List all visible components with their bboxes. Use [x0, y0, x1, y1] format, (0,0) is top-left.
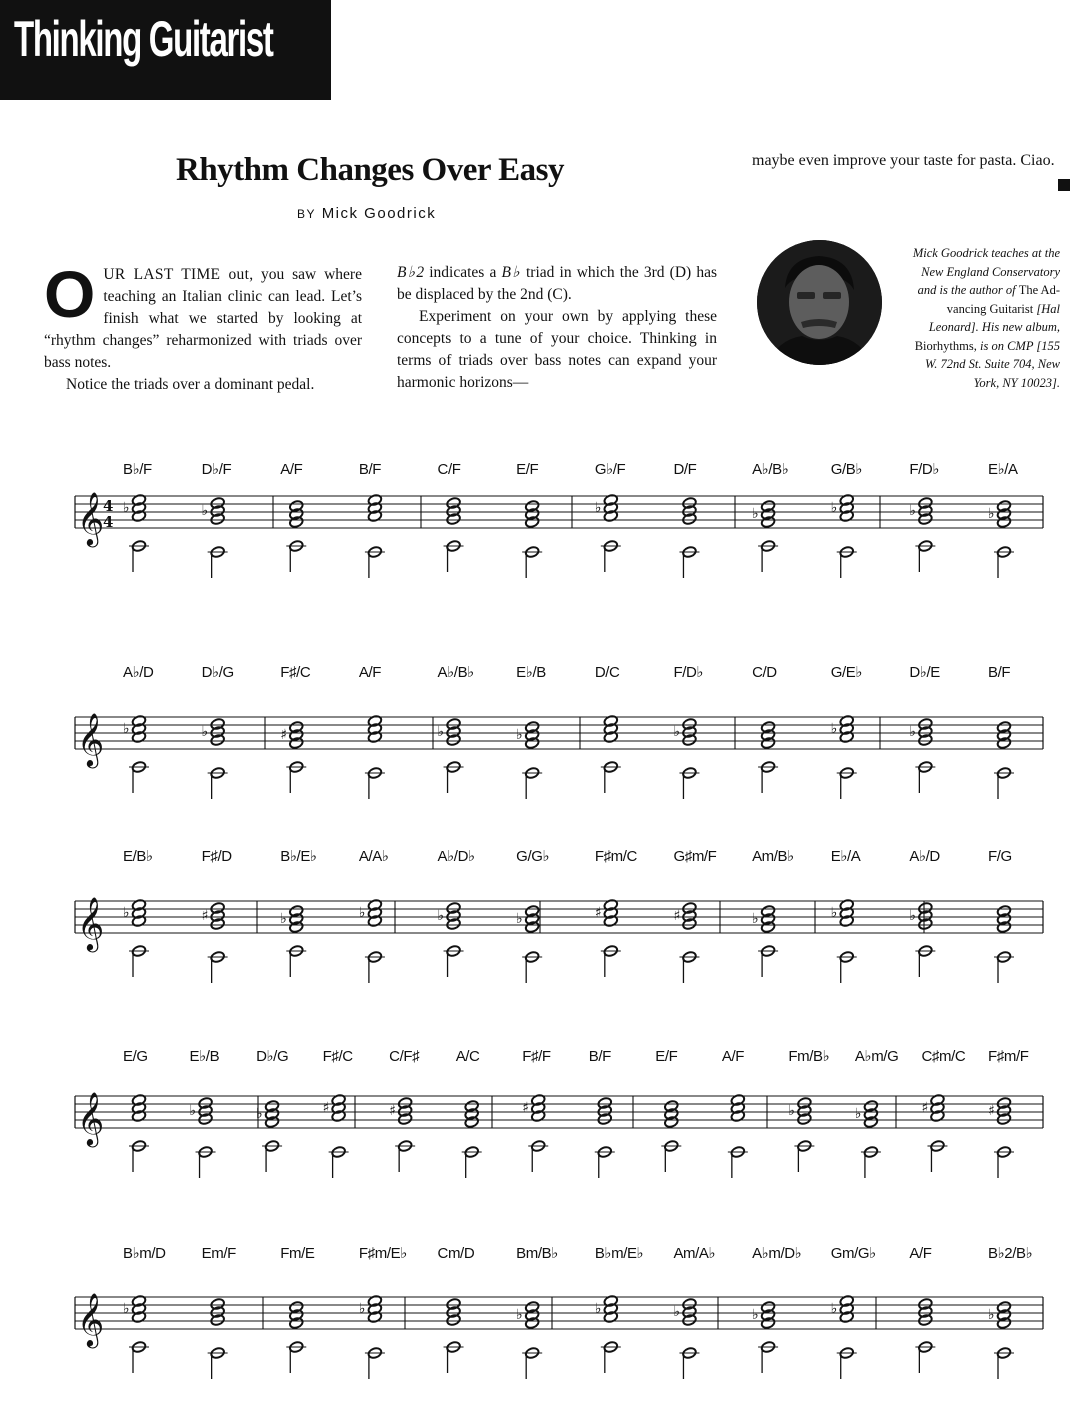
accidental-icon: ♭ [123, 1301, 130, 1317]
staff-system [75, 1245, 1043, 1379]
accidental-icon: ♭ [437, 724, 445, 740]
accidental-icon: ♭ [358, 905, 366, 921]
chord-label: G♯m/F [673, 848, 717, 865]
accidental-icon: ♭ [673, 1304, 681, 1320]
chord-label: A♭m/D♭ [752, 1245, 802, 1262]
accidental-icon: ♭ [988, 506, 995, 522]
paragraph-1-text: , you saw where teaching an Italian clinic can lead. Let’s finish what we started by looking at “rhythm changes” reharmonized with triads over bass notes. [44, 266, 362, 371]
bio-book-title: vancing Guitarist [946, 301, 1034, 316]
chord-label: A♭/D [909, 848, 940, 865]
accidental-icon: ♭ [201, 503, 209, 519]
treble-clef-icon: 𝄞 [77, 712, 105, 766]
byline-prefix: BY [297, 207, 317, 221]
author-name: Mick Goodrick [321, 205, 437, 222]
accidental-icon: ♯ [988, 1103, 995, 1119]
accidental-icon: ♭ [123, 905, 130, 921]
accidental-icon: ♭ [673, 724, 681, 740]
author-bio [880, 244, 1060, 392]
article-column-2 [397, 262, 717, 394]
accidental-icon: ♭ [752, 911, 759, 927]
chord-label: E/B♭ [123, 848, 153, 865]
chord-label: A♭/D♭ [437, 848, 475, 865]
chord-label: A♭/B♭ [752, 461, 789, 478]
paragraph-5-text: maybe even improve your taste for pasta. Ciao. [752, 152, 1055, 169]
chord-label: D♭/F [201, 461, 232, 478]
bio-line [880, 281, 1060, 300]
chord-label: Em/F [201, 1245, 236, 1262]
chord-label: A♭/D [123, 664, 154, 681]
author-photo [757, 240, 882, 365]
chord-label: E/G [123, 1048, 148, 1065]
header-banner [0, 0, 331, 100]
accidental-icon: ♭ [594, 500, 602, 516]
accidental-icon: ♯ [522, 1100, 530, 1116]
end-mark-icon [1058, 179, 1070, 191]
bio-line: W. 72nd St. Suite 704, New [925, 357, 1060, 371]
bio-book-title: The Ad- [1018, 283, 1060, 297]
accidental-icon: ♭ [909, 724, 916, 740]
chord-label: F/D♭ [909, 461, 940, 478]
chord-label: F♯/F [522, 1048, 551, 1065]
chord-label: B/F [988, 664, 1011, 681]
accidental-icon: ♭ [201, 724, 209, 740]
accidental-icon: ♯ [921, 1100, 929, 1116]
lead-in: UR LAST TIME out [103, 266, 250, 283]
article-column-1 [44, 257, 362, 396]
accidental-icon: ♭ [516, 1307, 523, 1323]
accidental-icon: ♭ [988, 1307, 995, 1323]
paragraph-2: Notice the triads over a dominant pedal. [66, 376, 315, 393]
chord-label: A/A♭ [358, 848, 389, 865]
chord-label: F♯m/C [594, 848, 637, 865]
accidental-icon: ♭ [752, 1307, 759, 1323]
chord-label: F/D♭ [673, 664, 704, 681]
bio-line: New England Conservatory [921, 264, 1060, 279]
bio-line [880, 337, 1060, 356]
byline [297, 205, 436, 222]
chord-label: D♭/G [256, 1048, 289, 1065]
bio-text: is on CMP [155 [976, 338, 1060, 353]
chord-label: B♭m/D [123, 1245, 166, 1262]
chord-label: E♭/A [988, 461, 1018, 478]
paragraph-4: Experiment on your own by applying these concepts to a tune of your choice. Thinking in terms of triads over bass notes can expand your harmonic horizons— [397, 308, 717, 391]
chord-label: Bm/B♭ [516, 1245, 558, 1262]
accidental-icon: ♭ [358, 1301, 366, 1317]
accidental-icon: ♭ [909, 908, 916, 924]
chord-label: C/D [752, 664, 777, 681]
accidental-icon: ♭ [280, 911, 287, 927]
time-signature-bottom: 4 [103, 513, 114, 531]
staff-system [75, 664, 1043, 799]
accidental-icon: ♭ [189, 1103, 197, 1119]
chord-label: G/G♭ [516, 848, 550, 865]
paragraph-3-text-a: indicates a [424, 264, 502, 281]
staff-system [75, 461, 1043, 578]
chord-label: D♭/G [201, 664, 234, 681]
accidental-icon: ♯ [673, 908, 681, 924]
chord-label: A♭/B♭ [437, 664, 474, 681]
accidental-icon: ♭ [123, 721, 130, 737]
chord-label: C/F♯ [389, 1048, 420, 1065]
treble-clef-icon: 𝄞 [77, 491, 105, 545]
chord-label: B/F [358, 461, 382, 478]
accidental-icon: ♭ [516, 727, 523, 743]
article-column-3 [752, 149, 1070, 191]
chord-label: G/B♭ [830, 461, 863, 478]
bio-line: Mick Goodrick teaches at the [912, 246, 1060, 260]
chord-label: D♭/E [909, 664, 940, 681]
accidental-icon: ♭ [854, 1106, 862, 1122]
chord-label: B♭m/E♭ [594, 1245, 644, 1262]
chord-label: F♯/C [322, 1048, 353, 1065]
accidental-icon: ♯ [201, 908, 209, 924]
staff-system [75, 1048, 1043, 1178]
paragraph-3 [397, 262, 717, 306]
treble-clef-icon: 𝄞 [77, 1292, 105, 1346]
accidental-icon: ♯ [389, 1103, 396, 1119]
chord-label: B♭/F [123, 461, 152, 478]
chord-label: D/F [673, 461, 697, 478]
paragraph-3-text-b: triad in which the 3rd (D) has be displaced by the 2nd (C). [397, 264, 717, 303]
chord-label: Cm/D [437, 1245, 475, 1262]
chord-label: A/F [721, 1048, 744, 1065]
bio-album-title: Biorhythms, [914, 338, 977, 353]
accidental-icon: ♭ [516, 911, 523, 927]
paragraph-5 [752, 149, 1070, 173]
accidental-icon: ♭ [437, 908, 445, 924]
chord-label: B♭2/B♭ [988, 1245, 1033, 1262]
chord-label: E/F [655, 1048, 678, 1065]
chord-label: C/F [437, 461, 461, 478]
chord-label: E♭/B [189, 1048, 220, 1065]
accidental-icon: ♭ [123, 500, 130, 516]
chord-label: F♯m/E♭ [358, 1245, 407, 1262]
chord-symbol: B♭2 [397, 264, 425, 281]
treble-clef-icon: 𝄞 [77, 1091, 105, 1145]
chord-label: Am/B♭ [752, 848, 794, 865]
chord-label: B/F [588, 1048, 611, 1065]
accidental-icon: ♭ [909, 503, 916, 519]
chord-label: A/F [358, 664, 382, 681]
chord-label: Am/A♭ [673, 1245, 716, 1262]
accidental-icon: ♭ [788, 1103, 795, 1119]
chord-label: F♯/C [280, 664, 311, 681]
accidental-icon: ♯ [280, 727, 288, 743]
accidental-icon: ♭ [830, 1301, 838, 1317]
bio-line [880, 300, 1060, 319]
chord-label: D/C [594, 664, 620, 681]
chord-label: G♭/F [594, 461, 626, 478]
treble-clef-icon: 𝄞 [77, 896, 105, 950]
accidental-icon: ♭ [752, 506, 759, 522]
accidental-icon: ♯ [322, 1100, 330, 1116]
bio-line: Leonard]. His new album, [928, 320, 1060, 334]
chord-label: B♭/E♭ [280, 848, 317, 865]
triad-symbol: B♭ [501, 264, 521, 281]
chord-label: A/F [909, 1245, 932, 1262]
accidental-icon: ♯ [594, 905, 602, 921]
accidental-icon: ♭ [830, 905, 838, 921]
chord-label: E/F [516, 461, 539, 478]
header-title: Thinking Guitarist [14, 11, 273, 67]
bio-line: York, NY 10023]. [973, 375, 1060, 390]
staff-system [75, 848, 1043, 983]
accidental-icon: ♭ [594, 1301, 602, 1317]
accidental-icon: ♭ [830, 721, 838, 737]
chord-label: G/E♭ [830, 664, 863, 681]
chord-label: C♯m/C [921, 1048, 966, 1065]
bio-text: [Hal [1033, 301, 1060, 316]
chord-label: Gm/G♭ [830, 1245, 876, 1262]
chord-label: A/C [455, 1048, 480, 1065]
accidental-icon: ♭ [830, 500, 838, 516]
chord-label: Fm/E [280, 1245, 315, 1262]
chord-label: F/G [988, 848, 1012, 865]
chord-label: A♭m/G [854, 1048, 899, 1065]
music-notation [0, 430, 1081, 1414]
chord-label: E♭/A [830, 848, 861, 865]
paragraph-1 [44, 257, 362, 374]
bio-text: and is the author of [917, 283, 1019, 297]
chord-label: E♭/B [516, 664, 546, 681]
drop-cap: O [44, 257, 96, 331]
time-signature-top: 4 [103, 497, 114, 515]
accidental-icon: ♭ [256, 1106, 263, 1122]
chord-label: F♯m/F [988, 1048, 1029, 1065]
chord-label: F♯/D [201, 848, 232, 865]
chord-label: Fm/B♭ [788, 1048, 830, 1065]
article-title: Rhythm Changes Over Easy [176, 152, 565, 188]
chord-label: A/F [280, 461, 303, 478]
